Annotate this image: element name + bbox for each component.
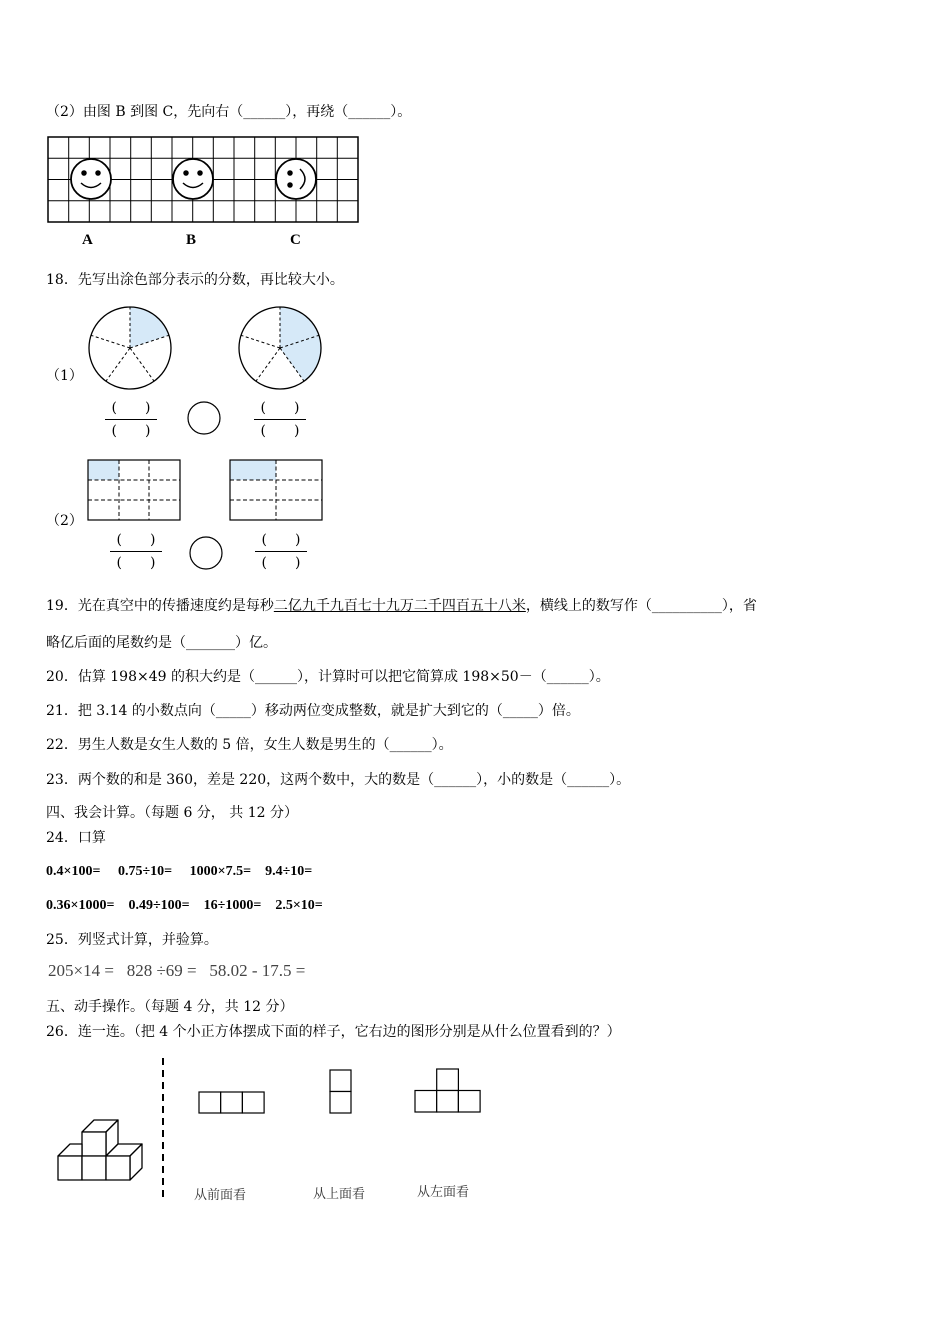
smiley-face-b bbox=[173, 159, 213, 199]
q21-text: 21．把 3.14 的小数点向（_____）移动两位变成整数，就是扩大到它的（_____）倍。 bbox=[46, 703, 580, 719]
grid-label-a: A bbox=[82, 232, 93, 248]
q24-item: 0.36×1000= bbox=[46, 898, 115, 913]
q24-item: 9.4÷10= bbox=[265, 864, 313, 879]
cube-stack-figure bbox=[54, 1110, 154, 1186]
q24-title: 24．口算 bbox=[46, 830, 106, 846]
q17-part2-text: （2）由图 B 到图 C，先向右（______），再绕（______）。 bbox=[46, 104, 412, 120]
q20-text: 20．估算 198×49 的积大约是（______），计算时可以把它简算成 198×50－（______）。 bbox=[46, 669, 610, 685]
smiley-face-a bbox=[71, 159, 111, 199]
q25-item: 205×14 = bbox=[48, 961, 114, 980]
q18-part1-label: （1） bbox=[46, 368, 83, 384]
fraction-blank-1[interactable]: ( ) ( ) bbox=[103, 398, 159, 441]
q25-title: 25．列竖式计算，并验算。 bbox=[46, 932, 218, 948]
q19-suffix: ，横线上的数写作（__________），省 bbox=[525, 598, 757, 614]
q24-item: 0.49÷100= bbox=[128, 898, 190, 913]
q25-items bbox=[48, 961, 305, 981]
view-three-in-row bbox=[198, 1091, 266, 1115]
section4-heading: 四、我会计算。（每题 6 分， 共 12 分） bbox=[46, 805, 298, 821]
q25-item: 828 ÷69 = bbox=[126, 961, 197, 980]
fraction-blank-4[interactable]: ( ) ( ) bbox=[253, 530, 309, 573]
q24-item: 0.75÷10= bbox=[117, 864, 173, 879]
q18-part2-label: （2） bbox=[46, 513, 83, 529]
view-caption-top: 从上面看 bbox=[313, 1187, 366, 1202]
q24-row1 bbox=[46, 862, 312, 882]
section5-heading: 五、动手操作。（每题 4 分，共 12 分） bbox=[46, 999, 294, 1015]
compare-circle-2[interactable] bbox=[189, 536, 223, 570]
view-two-stacked bbox=[329, 1069, 353, 1115]
q23-text: 23．两个数的和是 360，差是 220，这两个数中，大的数是（______），小的数是（______）。 bbox=[46, 772, 631, 788]
q18-title: 18．先写出涂色部分表示的分数，再比较大小。 bbox=[46, 272, 344, 288]
q24-item: 2.5×10= bbox=[275, 898, 323, 913]
view-inverted-t bbox=[414, 1068, 482, 1114]
pie-circle-right bbox=[238, 306, 322, 390]
grid-rect-left bbox=[88, 460, 182, 522]
compare-circle-1[interactable] bbox=[187, 401, 221, 435]
grid-label-b: B bbox=[186, 232, 197, 248]
view-caption-front: 从前面看 bbox=[194, 1188, 247, 1203]
q25-item: 58.02 - 17.5 = bbox=[209, 961, 306, 980]
grid-label-c: C bbox=[290, 232, 301, 248]
q19-line2: 略亿后面的尾数约是（_______）亿。 bbox=[46, 635, 277, 651]
fraction-blank-2[interactable]: ( ) ( ) bbox=[252, 398, 308, 441]
fraction-blank-3[interactable]: ( ) ( ) bbox=[108, 530, 164, 573]
q24-item: 1000×7.5= bbox=[189, 864, 252, 879]
smiley-face-c-rotated bbox=[276, 159, 316, 199]
q19-line1 bbox=[46, 596, 757, 616]
view-caption-left: 从左面看 bbox=[417, 1185, 470, 1200]
q24-row2 bbox=[46, 896, 323, 916]
q26-title: 26．连一连。（把 4 个小正方体摆成下面的样子，它右边的图形分别是从什么位置看到的？） bbox=[46, 1024, 621, 1040]
grid-rect-right bbox=[230, 460, 324, 522]
q19-prefix: 19．光在真空中的传播速度约是每秒 bbox=[46, 598, 274, 614]
face-grid-figure bbox=[48, 137, 360, 225]
q24-item: 0.4×100= bbox=[46, 864, 101, 879]
pie-circle-left bbox=[88, 306, 172, 390]
dashed-separator bbox=[160, 1058, 166, 1202]
q24-item: 16÷1000= bbox=[203, 898, 262, 913]
q22-text: 22．男生人数是女生人数的 5 倍，女生人数是男生的（______）。 bbox=[46, 737, 453, 753]
q19-underlined-number: 二亿九千九百七十九万二千四百五十八米 bbox=[273, 598, 526, 614]
